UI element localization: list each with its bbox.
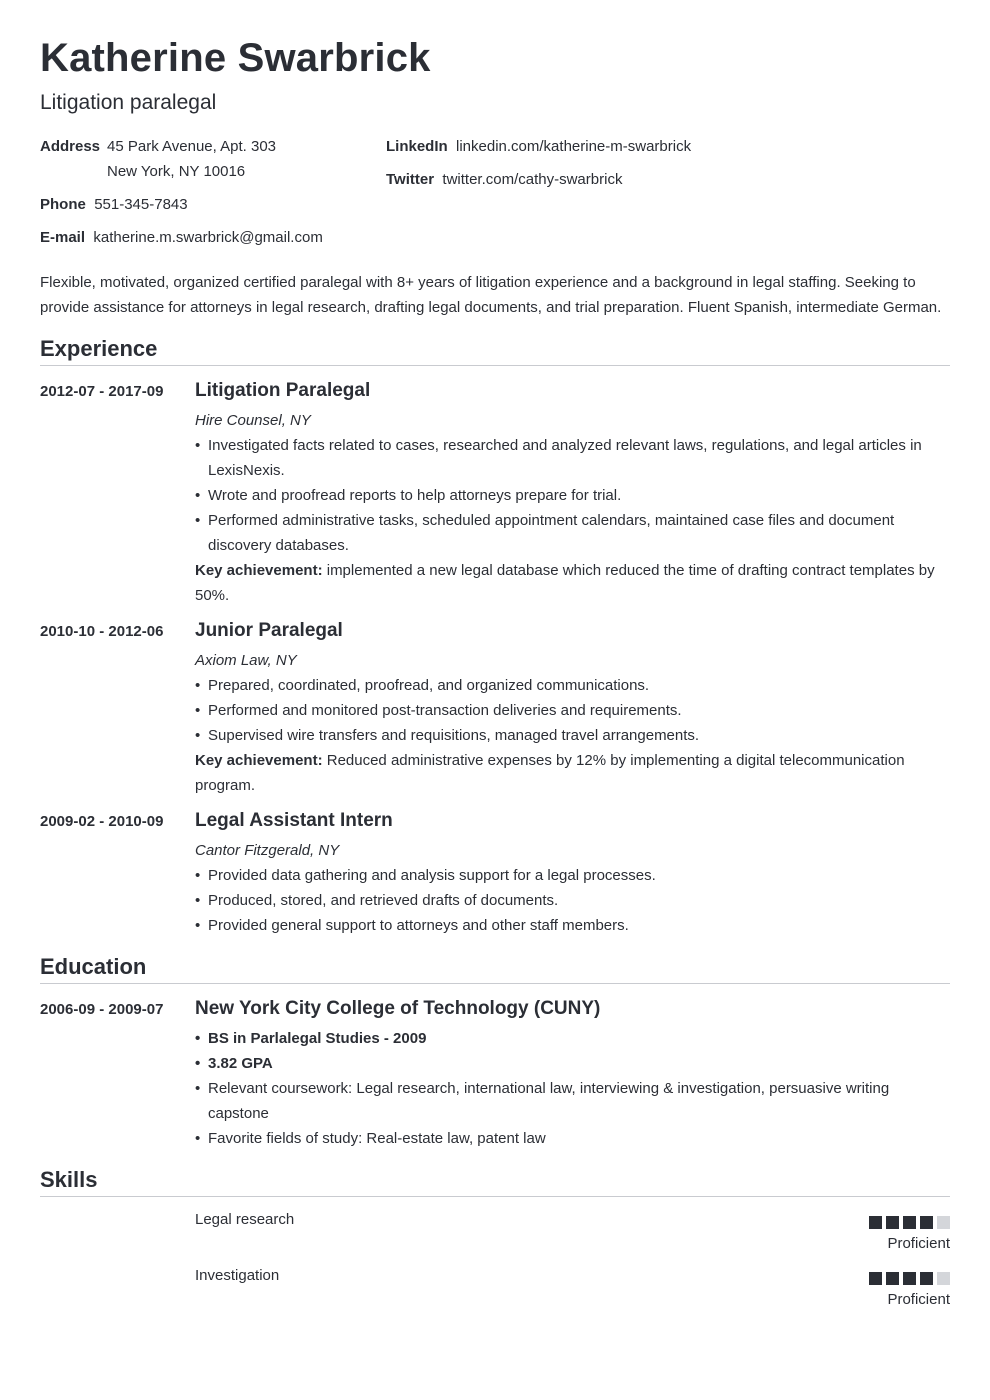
job-title: Junior Paralegal — [195, 620, 343, 641]
address-label: Address — [40, 138, 101, 155]
rating-square-filled — [869, 1272, 882, 1285]
phone-label: Phone — [40, 196, 86, 213]
rating-square-filled — [920, 1216, 933, 1229]
contact-twitter — [386, 167, 622, 192]
skills-heading: Skills — [40, 1167, 98, 1192]
key-achievement-label: Key achievement: — [195, 752, 323, 769]
skills-divider — [40, 1196, 950, 1197]
skill-name: Legal research — [195, 1211, 295, 1228]
contact-phone — [40, 192, 188, 217]
degree: • BS in Parlalegal Studies - 2009 — [195, 1026, 950, 1051]
rating-square-filled — [886, 1216, 899, 1229]
key-achievement — [195, 748, 950, 798]
job-title: Litigation Paralegal — [195, 380, 371, 401]
email-link[interactable]: katherine.m.swarbrick@gmail.com — [93, 229, 323, 246]
experience-divider — [40, 365, 950, 366]
rating-square-filled — [886, 1272, 899, 1285]
linkedin-link[interactable]: linkedin.com/katherine-m-swarbrick — [456, 138, 692, 155]
skill-rating — [869, 1216, 950, 1229]
education-dates: 2006-09 - 2009-07 — [40, 1001, 164, 1018]
job-bullet: • Performed and monitored post-transaction deliveries and requirements. — [195, 698, 950, 723]
key-achievement-text: implemented a new legal database which reduced the time of drafting contract templates by 50%. — [195, 562, 935, 604]
skill-row — [195, 1211, 950, 1261]
education-entry — [195, 997, 950, 1151]
twitter-link[interactable]: twitter.com/cathy-swarbrick — [442, 171, 623, 188]
job-bullet: • Produced, stored, and retrieved drafts of documents. — [195, 888, 950, 913]
contact-address — [40, 134, 370, 184]
job-entry — [195, 619, 950, 798]
job-entry — [195, 379, 950, 608]
job-organization: Axiom Law, NY — [195, 652, 297, 669]
education-bullets — [195, 1026, 950, 1151]
rating-square-filled — [920, 1272, 933, 1285]
skill-level: Proficient — [887, 1291, 950, 1308]
key-achievement — [195, 558, 950, 608]
education-divider — [40, 983, 950, 984]
candidate-title: Litigation paralegal — [40, 91, 217, 114]
address-line-2: New York, NY 10016 — [107, 163, 246, 180]
job-bullet: • Wrote and proofread reports to help attorneys prepare for trial. — [195, 483, 950, 508]
email-label: E-mail — [40, 229, 86, 246]
job-bullet: • Provided general support to attorneys and other staff members. — [195, 913, 950, 938]
education-heading: Education — [40, 954, 147, 979]
school-name: New York City College of Technology (CUNY) — [195, 998, 601, 1019]
skill-row — [195, 1267, 950, 1317]
twitter-label: Twitter — [386, 171, 435, 188]
contact-linkedin — [386, 134, 691, 159]
address-line-1: 45 Park Avenue, Apt. 303 — [107, 138, 277, 155]
candidate-name: Katherine Swarbrick — [40, 36, 431, 80]
job-organization: Hire Counsel, NY — [195, 412, 311, 429]
rating-square-empty — [937, 1272, 950, 1285]
job-entry — [195, 809, 950, 938]
job-organization: Cantor Fitzgerald, NY — [195, 842, 340, 859]
job-bullets — [195, 863, 950, 938]
experience-heading: Experience — [40, 336, 158, 361]
job-bullet: • Performed administrative tasks, scheduled appointment calendars, maintained case files and document discovery databases. — [195, 508, 950, 558]
summary-paragraph: Flexible, motivated, organized certified paralegal with 8+ years of litigation experience and a background in legal staffing. Seeking to provide assistance for attorneys in legal research, drafting legal documents, and trial preparation. Fluent Spanish, intermediate German. — [40, 274, 942, 316]
rating-square-empty — [937, 1216, 950, 1229]
favorite-fields: • Favorite fields of study: Real-estate law, patent law — [195, 1126, 950, 1151]
linkedin-label: LinkedIn — [386, 138, 448, 155]
skill-name: Investigation — [195, 1267, 280, 1284]
job-bullet: • Provided data gathering and analysis support for a legal processes. — [195, 863, 950, 888]
job-dates: 2009-02 - 2010-09 — [40, 813, 164, 830]
skill-level: Proficient — [887, 1235, 950, 1252]
rating-square-filled — [869, 1216, 882, 1229]
job-dates: 2010-10 - 2012-06 — [40, 623, 164, 640]
job-bullets — [195, 433, 950, 558]
job-bullet: • Supervised wire transfers and requisitions, managed travel arrangements. — [195, 723, 950, 748]
job-dates: 2012-07 - 2017-09 — [40, 383, 164, 400]
key-achievement-text: Reduced administrative expenses by 12% by implementing a digital telecommunication program. — [195, 752, 905, 794]
job-bullet: • Investigated facts related to cases, researched and analyzed relevant laws, regulations, and legal articles in LexisNexis. — [195, 433, 950, 483]
job-bullet: • Prepared, coordinated, proofread, and organized communications. — [195, 673, 950, 698]
key-achievement-label: Key achievement: — [195, 562, 323, 579]
coursework: • Relevant coursework: Legal research, international law, interviewing & investigation, persuasive writing capstone — [195, 1076, 950, 1126]
gpa: • 3.82 GPA — [195, 1051, 950, 1076]
job-title: Legal Assistant Intern — [195, 810, 393, 831]
rating-square-filled — [903, 1272, 916, 1285]
skill-rating — [869, 1272, 950, 1285]
phone-value[interactable]: 551-345-7843 — [94, 196, 188, 213]
rating-square-filled — [903, 1216, 916, 1229]
contact-email — [40, 225, 323, 250]
job-bullets — [195, 673, 950, 748]
